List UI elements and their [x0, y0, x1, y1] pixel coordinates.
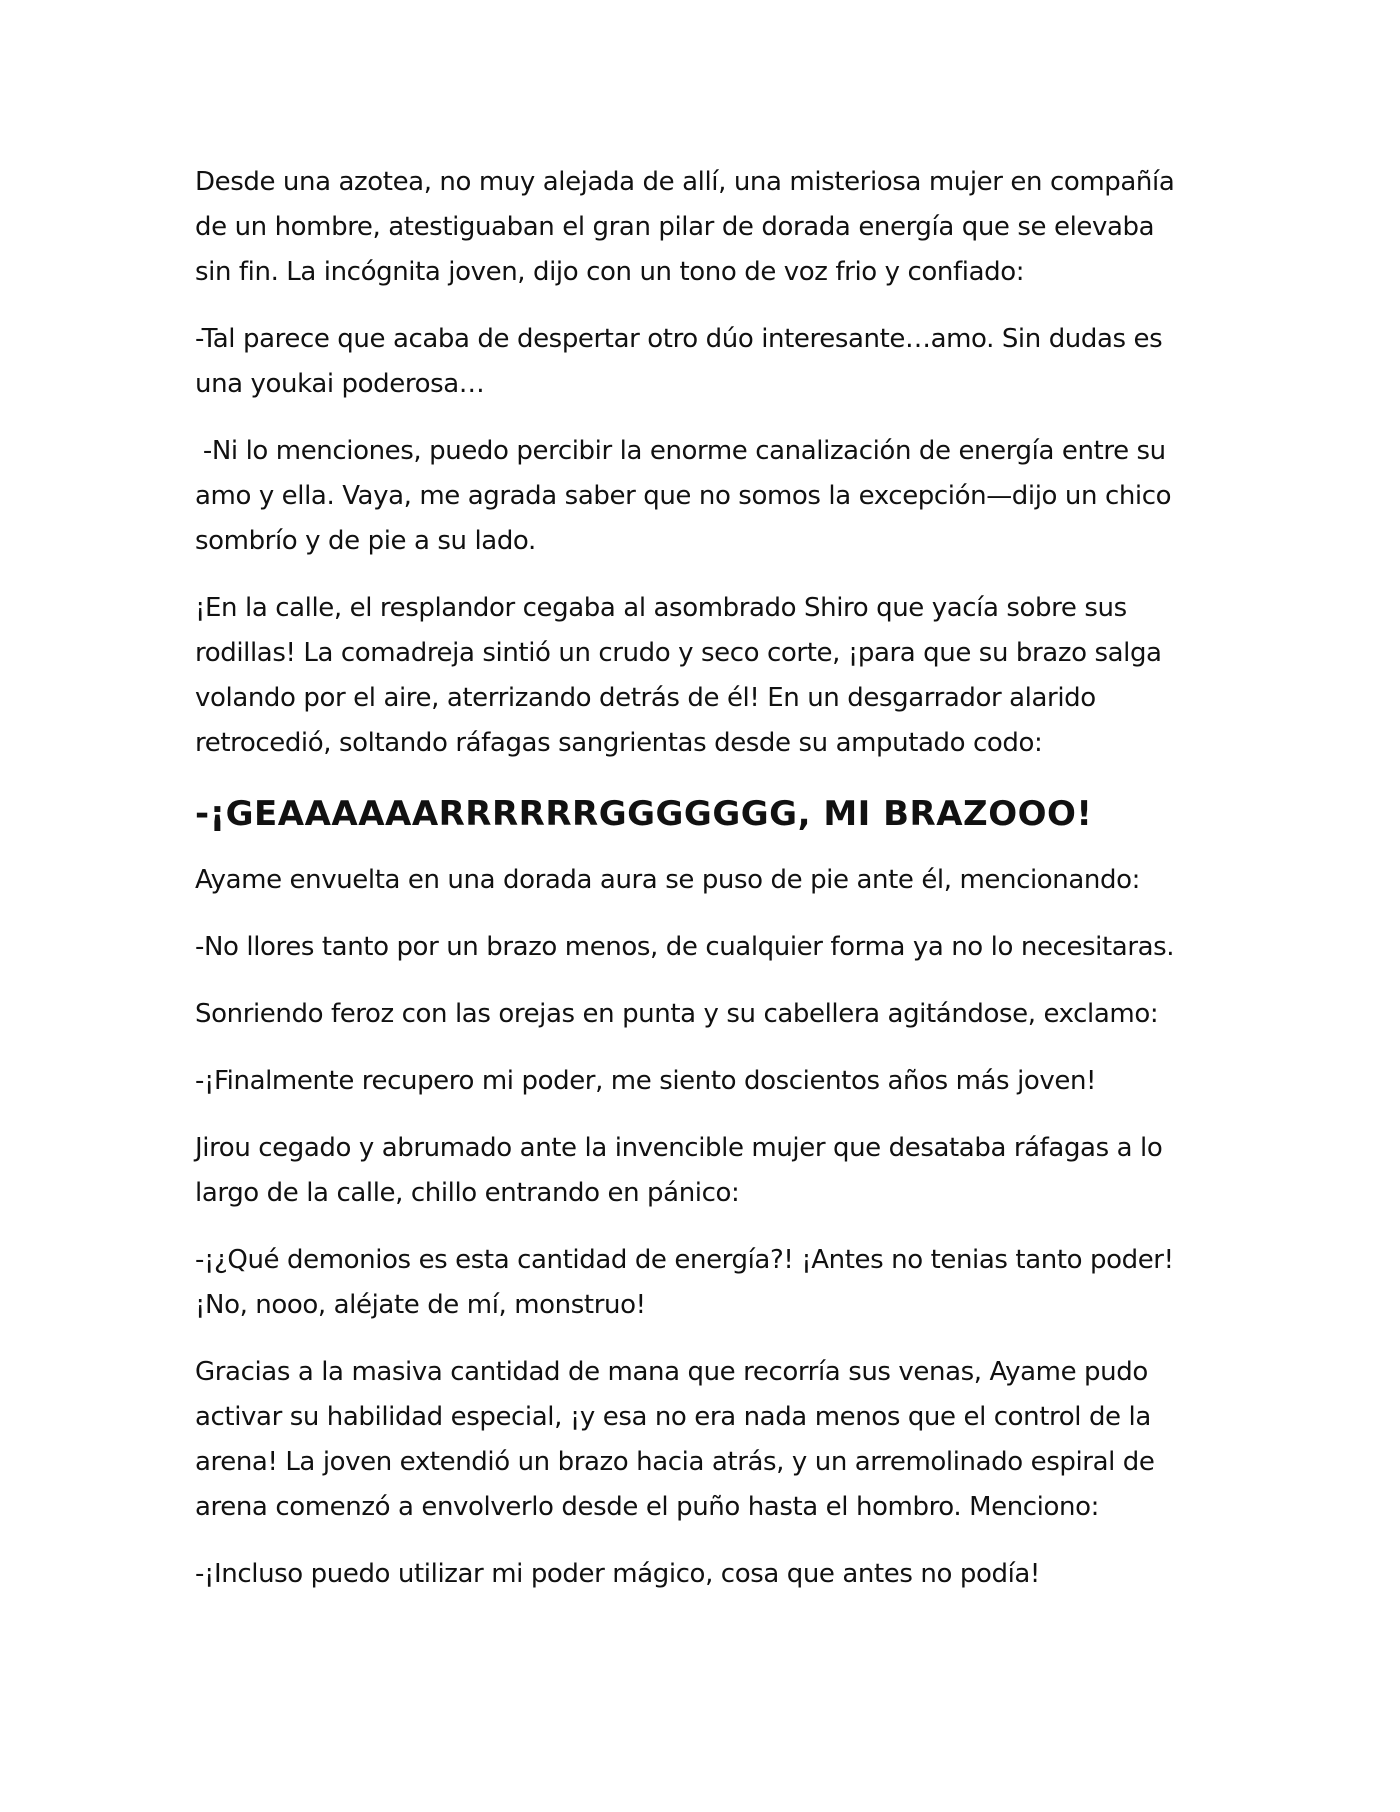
text-line: amo y ella. Vaya, me agrada saber que no somos la excepción—dijo un chico	[195, 481, 1172, 511]
text-line: largo de la calle, chillo entrando en pánico:	[195, 1178, 740, 1208]
text-line: arena comenzó a envolverlo desde el puño hasta el hombro. Menciono:	[195, 1492, 1099, 1522]
text-line: rodillas! La comadreja sintió un crudo y seco corte, ¡para que su brazo salga	[195, 638, 1162, 668]
text-line: -Tal parece que acaba de despertar otro dúo interesante…amo. Sin dudas es	[195, 324, 1163, 354]
text-line: una youkai poderosa…	[195, 369, 485, 399]
text-line: activar su habilidad especial, ¡y esa no era nada menos que el control de la	[195, 1402, 1151, 1432]
shout-heading: -¡GEAAAAAARRRRRRGGGGGGG, MI BRAZOOO!	[195, 794, 1093, 834]
text-line: Gracias a la masiva cantidad de mana que recorría sus venas, Ayame pudo	[195, 1357, 1148, 1387]
text-line: sin fin. La incógnita joven, dijo con un tono de voz frio y confiado:	[195, 257, 1025, 287]
paragraph-rooftop-observers	[195, 160, 1215, 295]
paragraph-ayame-rises	[195, 858, 1215, 903]
document-body	[195, 160, 1215, 1619]
paragraph-dialogue-woman	[195, 317, 1215, 407]
paragraph-jirou-panic	[195, 1126, 1215, 1216]
text-line: ¡No, nooo, aléjate de mí, monstruo!	[195, 1290, 646, 1320]
text-line: Desde una azotea, no muy alejada de allí, una misteriosa mujer en compañía	[195, 167, 1175, 197]
text-line: Jirou cegado y abrumado ante la invencible mujer que desataba ráfagas a lo	[195, 1133, 1163, 1163]
paragraph-smiling	[195, 992, 1215, 1037]
text-line: -¡¿Qué demonios es esta cantidad de energía?! ¡Antes no tenias tanto poder!	[195, 1245, 1174, 1275]
paragraph-sand-control	[195, 1350, 1215, 1530]
text-line: -No llores tanto por un brazo menos, de cualquier forma ya no lo necesitaras.	[195, 932, 1175, 962]
paragraph-dialogue-boy	[195, 429, 1215, 564]
text-line: -¡Incluso puedo utilizar mi poder mágico, cosa que antes no podía!	[195, 1559, 1040, 1589]
text-line: -Ni lo menciones, puedo percibir la enorme canalización de energía entre su	[195, 436, 1166, 466]
paragraph-street-scene	[195, 586, 1215, 766]
text-line: Ayame envuelta en una dorada aura se puso de pie ante él, mencionando:	[195, 865, 1140, 895]
text-line: sombrío y de pie a su lado.	[195, 526, 536, 556]
text-line: retrocedió, soltando ráfagas sangrientas desde su amputado codo:	[195, 728, 1043, 758]
text-line: volando por el aire, aterrizando detrás de él! En un desgarrador alarido	[195, 683, 1096, 713]
paragraph-dialogue-arm	[195, 925, 1215, 970]
paragraph-dialogue-power	[195, 1059, 1215, 1104]
paragraph-dialogue-monster	[195, 1238, 1215, 1328]
text-line: Sonriendo feroz con las orejas en punta y su cabellera agitándose, exclamo:	[195, 999, 1159, 1029]
text-line: -¡Finalmente recupero mi poder, me siento doscientos años más joven!	[195, 1066, 1097, 1096]
text-line: de un hombre, atestiguaban el gran pilar de dorada energía que se elevaba	[195, 212, 1155, 242]
text-line: ¡En la calle, el resplandor cegaba al asombrado Shiro que yacía sobre sus	[195, 593, 1127, 623]
paragraph-dialogue-magic	[195, 1552, 1215, 1597]
text-line: arena! La joven extendió un brazo hacia atrás, y un arremolinado espiral de	[195, 1447, 1155, 1477]
